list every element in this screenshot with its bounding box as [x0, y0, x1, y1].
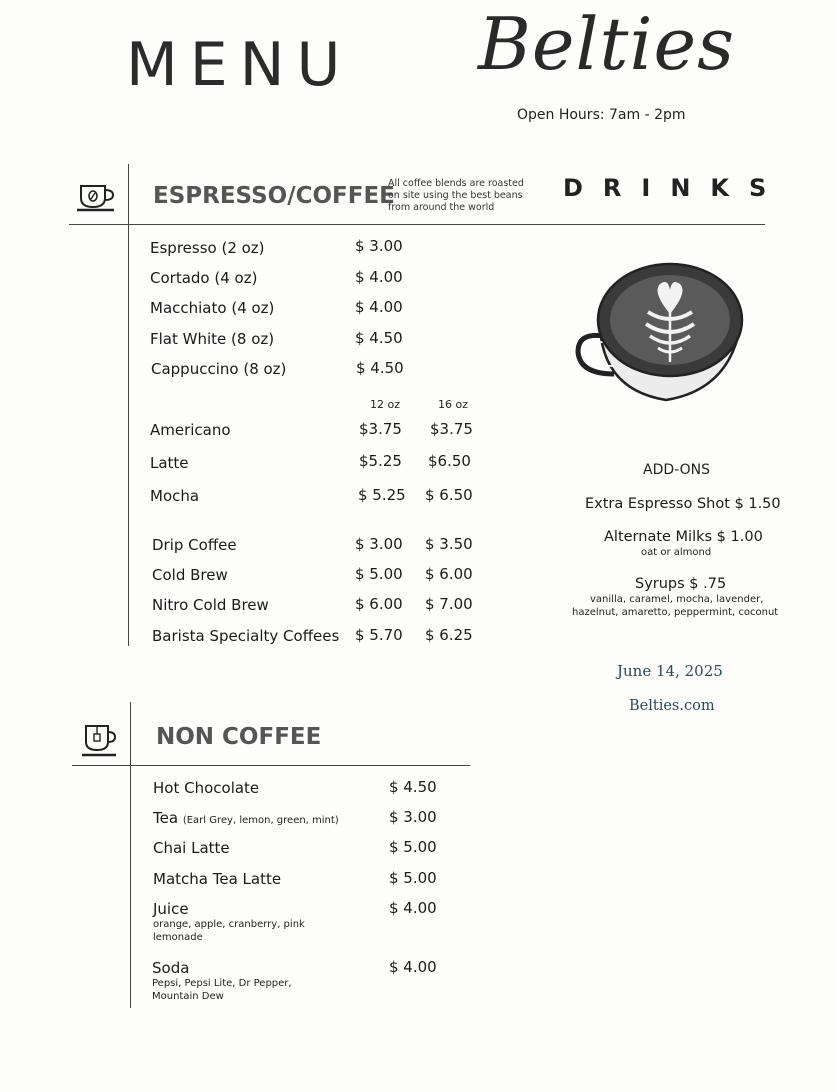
non-coffee-section-title: NON COFFEE: [156, 724, 322, 750]
addon-extra-espresso-shot: Extra Espresso Shot $ 1.50: [585, 496, 781, 512]
price-latte-16: $6.50: [428, 452, 471, 470]
drinks-heading: DRINKS: [563, 174, 787, 202]
menu-item-espresso: Espresso (2 oz): [150, 239, 265, 257]
juice-flavors: orange, apple, cranberry, pink lemonade: [153, 919, 305, 943]
price-barista-specialty-16: $ 6.25: [425, 626, 473, 644]
menu-item-soda: Soda Pepsi, Pepsi Lite, Dr Pepper, Mountain Dew: [152, 959, 302, 1003]
menu-item-macchiato: Macchiato (4 oz): [150, 299, 275, 317]
menu-item-americano: Americano: [150, 421, 231, 439]
price-cold-brew-12: $ 5.00: [355, 565, 403, 583]
menu-item-hot-chocolate: Hot Chocolate: [153, 779, 260, 797]
price-drip-coffee-16: $ 3.50: [425, 535, 473, 553]
espresso-divider-vertical: [128, 164, 129, 646]
price-macchiato: $ 4.00: [355, 298, 403, 316]
menu-item-chai-latte: Chai Latte: [153, 839, 230, 857]
price-soda: $ 4.00: [389, 958, 437, 976]
menu-item-barista-specialty: Barista Specialty Coffees: [152, 627, 340, 645]
menu-item-mocha: Mocha: [150, 487, 200, 505]
menu-item-matcha-tea-latte: Matcha Tea Latte: [153, 870, 282, 888]
menu-title: MENU: [126, 30, 353, 100]
menu-item-cappuccino: Cappuccino (8 oz): [151, 360, 287, 378]
price-espresso: $ 3.00: [355, 237, 403, 255]
menu-date: June 14, 2025: [617, 662, 723, 680]
menu-item-juice: Juice orange, apple, cranberry, pink lemonade: [153, 900, 323, 944]
non-coffee-divider-vertical: [130, 702, 131, 1008]
espresso-section-title: ESPRESSO/COFFEE: [153, 183, 395, 209]
price-cold-brew-16: $ 6.00: [425, 565, 473, 583]
menu-item-flat-white: Flat White (8 oz): [150, 330, 275, 348]
size-header-16oz: 16 oz: [438, 398, 468, 411]
price-americano-12: $3.75: [359, 420, 402, 438]
addon-syrups-flavors-2: hazelnut, amaretto, peppermint, coconut: [572, 607, 779, 618]
price-juice: $ 4.00: [389, 899, 437, 917]
open-hours: Open Hours: 7am - 2pm: [517, 107, 686, 123]
price-chai-latte: $ 5.00: [389, 838, 437, 856]
menu-item-cortado: Cortado (4 oz): [150, 269, 258, 287]
addons-title: ADD-ONS: [643, 462, 710, 478]
price-nitro-cold-brew-16: $ 7.00: [425, 595, 473, 613]
tea-cup-icon: [80, 722, 120, 760]
price-nitro-cold-brew-12: $ 6.00: [355, 595, 403, 613]
size-header-12oz: 12 oz: [370, 398, 400, 411]
coffee-cup-icon: [76, 182, 118, 214]
price-drip-coffee-12: $ 3.00: [355, 535, 403, 553]
tea-varieties: (Earl Grey, lemon, green, mint): [182, 815, 339, 826]
price-matcha-tea-latte: $ 5.00: [389, 869, 437, 887]
espresso-note: All coffee blends are roasted on site using the best beans from around the world: [388, 178, 524, 213]
price-mocha-12: $ 5.25: [358, 486, 406, 504]
addon-syrups: Syrups $ .75: [635, 576, 727, 592]
addon-syrups-flavors-1: vanilla, caramel, mocha, lavender,: [590, 594, 764, 605]
price-tea: $ 3.00: [389, 808, 437, 826]
price-mocha-16: $ 6.50: [425, 486, 473, 504]
menu-item-latte: Latte: [150, 454, 189, 472]
addon-alternate-milks: Alternate Milks $ 1.00: [604, 529, 763, 545]
soda-flavors: Pepsi, Pepsi Lite, Dr Pepper, Mountain Dew: [152, 978, 292, 1002]
menu-item-drip-coffee: Drip Coffee: [152, 536, 237, 554]
espresso-divider-horizontal: [69, 224, 765, 225]
website: Belties.com: [629, 698, 715, 714]
price-cappuccino: $ 4.50: [356, 359, 404, 377]
menu-item-nitro-cold-brew: Nitro Cold Brew: [152, 596, 269, 614]
addon-alternate-milks-note: oat or almond: [641, 547, 712, 558]
price-americano-16: $3.75: [430, 420, 473, 438]
latte-art-illustration: [574, 262, 750, 408]
price-barista-specialty-12: $ 5.70: [355, 626, 403, 644]
brand-logo: Belties: [478, 2, 736, 86]
price-latte-12: $5.25: [359, 452, 402, 470]
price-cortado: $ 4.00: [355, 268, 403, 286]
menu-item-tea: Tea (Earl Grey, lemon, green, mint): [153, 809, 339, 827]
price-hot-chocolate: $ 4.50: [389, 778, 437, 796]
menu-item-cold-brew: Cold Brew: [152, 566, 228, 584]
non-coffee-divider-horizontal: [72, 765, 470, 766]
price-flat-white: $ 4.50: [355, 329, 403, 347]
